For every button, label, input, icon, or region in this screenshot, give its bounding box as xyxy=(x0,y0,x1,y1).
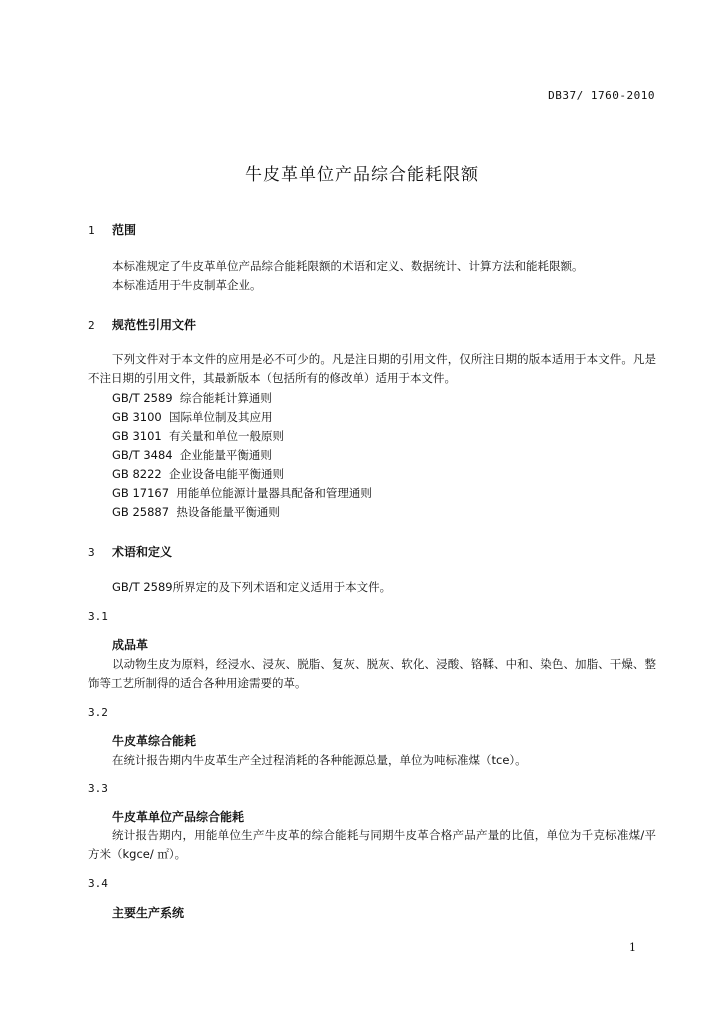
clause-number: 3.1 xyxy=(88,610,108,623)
section-title: 范围 xyxy=(112,223,137,237)
reference-item: GB 8222 企业设备电能平衡通则 xyxy=(112,467,285,481)
reference-item: GB 25887 热设备能量平衡通则 xyxy=(112,505,280,519)
clause-3-1-number xyxy=(88,609,114,623)
section-number: 2 xyxy=(88,319,95,332)
section-1-paragraph-2: 本标准适用于牛皮制革企业。 xyxy=(112,278,262,292)
term-3-1-definition: 以动物生皮为原料，经浸水、浸灰、脱脂、复灰、脱灰、软化、浸酸、铬鞣、中和、染色、加脂、干燥、整饰等工艺所制得的适合各种用途需要的革。 xyxy=(88,657,656,690)
clause-3-4-number xyxy=(88,876,114,890)
term-3-4: 主要生产系统 xyxy=(112,906,185,920)
section-number: 3 xyxy=(88,546,95,559)
section-1-heading xyxy=(88,221,136,238)
reference-item: GB 3100 国际单位制及其应用 xyxy=(112,410,273,424)
reference-item: GB/T 3484 企业能量平衡通则 xyxy=(112,448,272,462)
term-3-2-definition: 在统计报告期内牛皮革生产全过程消耗的各种能源总量，单位为吨标准煤（tce）。 xyxy=(112,753,527,767)
document-title: 牛皮革单位产品综合能耗限额 xyxy=(245,165,479,185)
section-2-intro: 下列文件对于本文件的应用是必不可少的。凡是注日期的引用文件，仅所注日期的版本适用于本文件。凡是不注日期的引用文件，其最新版本（包括所有的修改单）适用于本文件。 xyxy=(88,352,656,385)
section-1-paragraph-1: 本标准规定了牛皮革单位产品综合能耗限额的术语和定义、数据统计、计算方法和能耗限额。 xyxy=(112,259,584,273)
reference-item: GB/T 2589 综合能耗计算通则 xyxy=(112,391,272,405)
section-2-heading xyxy=(88,316,196,333)
term-3-3-definition: 统计报告期内，用能单位生产牛皮革的综合能耗与同期牛皮革合格产品产量的比值，单位为千克标准煤/平方米（kgce/ ㎡）。 xyxy=(88,828,656,861)
reference-item: GB 3101 有关量和单位一般原则 xyxy=(112,429,285,443)
section-3-heading xyxy=(88,543,172,560)
clause-3-3-number xyxy=(88,781,114,795)
section-title: 规范性引用文件 xyxy=(112,318,197,332)
section-3-intro: GB/T 2589所界定的及下列术语和定义适用于本文件。 xyxy=(112,580,392,594)
clause-number: 3.4 xyxy=(88,877,108,890)
page-number: 1 xyxy=(629,941,636,954)
section-title: 术语和定义 xyxy=(112,545,173,559)
reference-item: GB 17167 用能单位能源计量器具配备和管理通则 xyxy=(112,486,372,500)
section-number: 1 xyxy=(88,224,95,237)
document-code: DB37/ 1760-2010 xyxy=(548,89,655,102)
clause-number: 3.2 xyxy=(88,706,108,719)
term-3-2: 牛皮革综合能耗 xyxy=(112,734,197,748)
clause-3-2-number xyxy=(88,705,114,719)
clause-number: 3.3 xyxy=(88,782,108,795)
term-3-1: 成品革 xyxy=(112,638,149,652)
term-3-3: 牛皮革单位产品综合能耗 xyxy=(112,810,245,824)
